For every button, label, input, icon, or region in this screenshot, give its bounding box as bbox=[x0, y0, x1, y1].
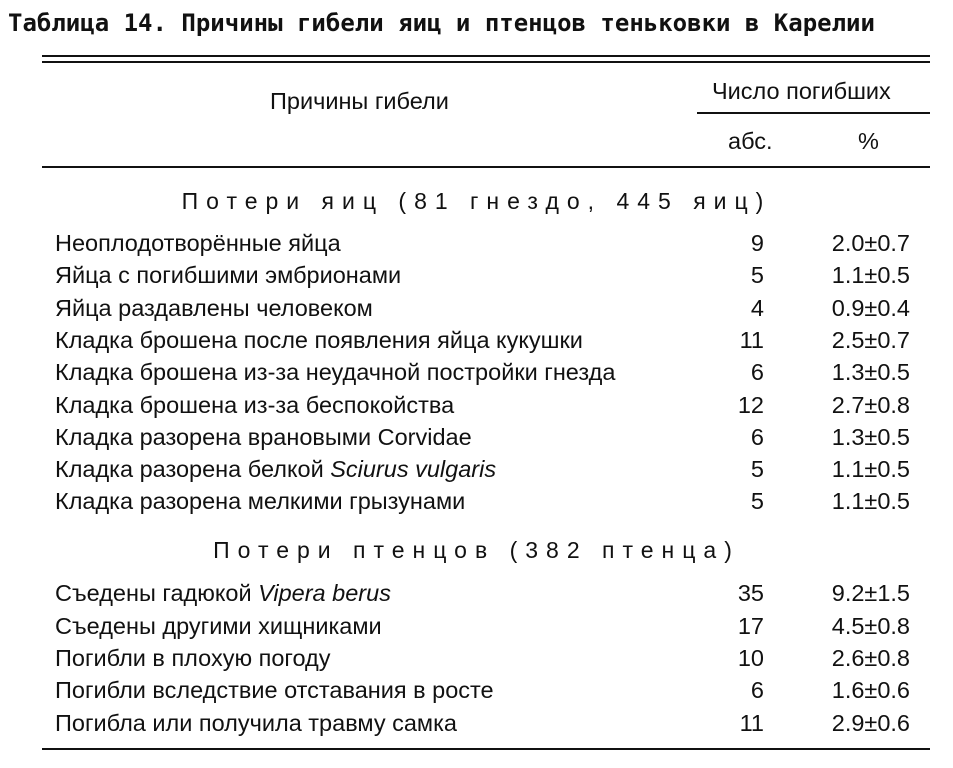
abs-count: 9 bbox=[750, 230, 764, 256]
cause-text: Кладка брошена из-за беспокойства bbox=[55, 392, 455, 418]
section-title: Потери яиц (81 гнездо, 445 яиц) bbox=[181, 188, 772, 214]
species-name: Vipera berus bbox=[258, 580, 391, 606]
abs-count: 35 bbox=[737, 580, 764, 606]
percent-value: 4.5±0.8 bbox=[831, 613, 910, 639]
cause-text: Яйца с погибшими эмбрионами bbox=[55, 262, 402, 288]
section-title: Потери птенцов (382 птенца) bbox=[213, 537, 740, 563]
header-bottom-rule bbox=[42, 166, 930, 168]
percent-value: 2.7±0.8 bbox=[831, 392, 910, 418]
cause-text: Погибла или получила травму самка bbox=[55, 710, 457, 736]
table-row bbox=[0, 392, 953, 424]
cause-label bbox=[55, 392, 454, 419]
abs-count: 10 bbox=[737, 645, 764, 671]
cause-text: Погибли вследствие отставания в росте bbox=[55, 677, 494, 703]
header-sub-rule bbox=[697, 112, 930, 114]
percent-value: 1.6±0.6 bbox=[831, 677, 910, 703]
percent-value: 2.5±0.7 bbox=[831, 327, 910, 353]
abs-count: 5 bbox=[750, 456, 764, 482]
table-title: Таблица 14. Причины гибели яиц и птенцов теньковки в Карелии bbox=[8, 9, 875, 37]
top-double-rule-1 bbox=[42, 55, 930, 57]
abs-count: 5 bbox=[750, 262, 764, 288]
cause-text: Погибли в плохую погоду bbox=[55, 645, 331, 671]
abs-count: 6 bbox=[750, 359, 764, 385]
cause-label bbox=[55, 613, 382, 640]
table-row bbox=[0, 677, 953, 709]
cause-label bbox=[55, 262, 401, 289]
table-row bbox=[0, 295, 953, 327]
percent-value: 2.6±0.8 bbox=[831, 645, 910, 671]
cause-label bbox=[55, 710, 457, 737]
cause-text: Кладка разорена мелкими грызунами bbox=[55, 488, 466, 514]
table-row bbox=[0, 645, 953, 677]
cause-text: Кладка разорена белкой bbox=[55, 456, 331, 482]
cause-text: Яйца раздавлены человеком bbox=[55, 295, 373, 321]
cause-text: Кладка брошена из-за неудачной постройки гнезда bbox=[55, 359, 616, 385]
cause-label bbox=[55, 424, 472, 451]
cause-text: Съедены гадюкой bbox=[55, 580, 259, 606]
table-row bbox=[0, 456, 953, 488]
top-double-rule-2 bbox=[42, 61, 930, 63]
table-row bbox=[0, 262, 953, 294]
header-deaths: Число погибших bbox=[712, 78, 891, 104]
bottom-rule bbox=[42, 748, 930, 750]
table-row bbox=[0, 359, 953, 391]
abs-count: 11 bbox=[739, 710, 764, 736]
abs-count: 11 bbox=[739, 327, 764, 353]
species-name: Sciurus vulgaris bbox=[330, 456, 497, 482]
cause-label bbox=[55, 456, 496, 483]
percent-value: 1.1±0.5 bbox=[831, 262, 910, 288]
percent-value: 2.0±0.7 bbox=[831, 230, 910, 256]
percent-value: 0.9±0.4 bbox=[831, 295, 910, 321]
percent-value: 1.1±0.5 bbox=[831, 488, 910, 514]
table-row bbox=[0, 424, 953, 456]
header-cause: Причины гибели bbox=[270, 88, 449, 114]
header-abs: абс. bbox=[728, 128, 773, 154]
percent-value: 1.3±0.5 bbox=[831, 424, 910, 450]
table-row bbox=[0, 710, 953, 742]
cause-label bbox=[55, 230, 341, 257]
header-pct: % bbox=[858, 128, 879, 154]
cause-text: Неоплодотворённые яйца bbox=[55, 230, 341, 256]
abs-count: 4 bbox=[750, 295, 764, 321]
abs-count: 6 bbox=[750, 424, 764, 450]
abs-count: 5 bbox=[750, 488, 764, 514]
percent-value: 2.9±0.6 bbox=[831, 710, 910, 736]
cause-text: Съедены другими хищниками bbox=[55, 613, 382, 639]
cause-text: Кладка брошена после появления яйца кукушки bbox=[55, 327, 583, 353]
abs-count: 12 bbox=[737, 392, 764, 418]
cause-label bbox=[55, 677, 494, 704]
cause-label bbox=[55, 645, 330, 672]
abs-count: 17 bbox=[737, 613, 764, 639]
cause-label bbox=[55, 488, 465, 515]
cause-text: Кладка разорена врановыми Corvidae bbox=[55, 424, 472, 450]
percent-value: 1.1±0.5 bbox=[831, 456, 910, 482]
percent-value: 9.2±1.5 bbox=[831, 580, 910, 606]
abs-count: 6 bbox=[750, 677, 764, 703]
table-row bbox=[0, 613, 953, 645]
cause-label bbox=[55, 295, 373, 322]
table-row bbox=[0, 230, 953, 262]
cause-label bbox=[55, 580, 391, 607]
table-row bbox=[0, 488, 953, 520]
percent-value: 1.3±0.5 bbox=[831, 359, 910, 385]
cause-label bbox=[55, 359, 615, 386]
table-row bbox=[0, 327, 953, 359]
cause-label bbox=[55, 327, 583, 354]
table-row bbox=[0, 580, 953, 612]
